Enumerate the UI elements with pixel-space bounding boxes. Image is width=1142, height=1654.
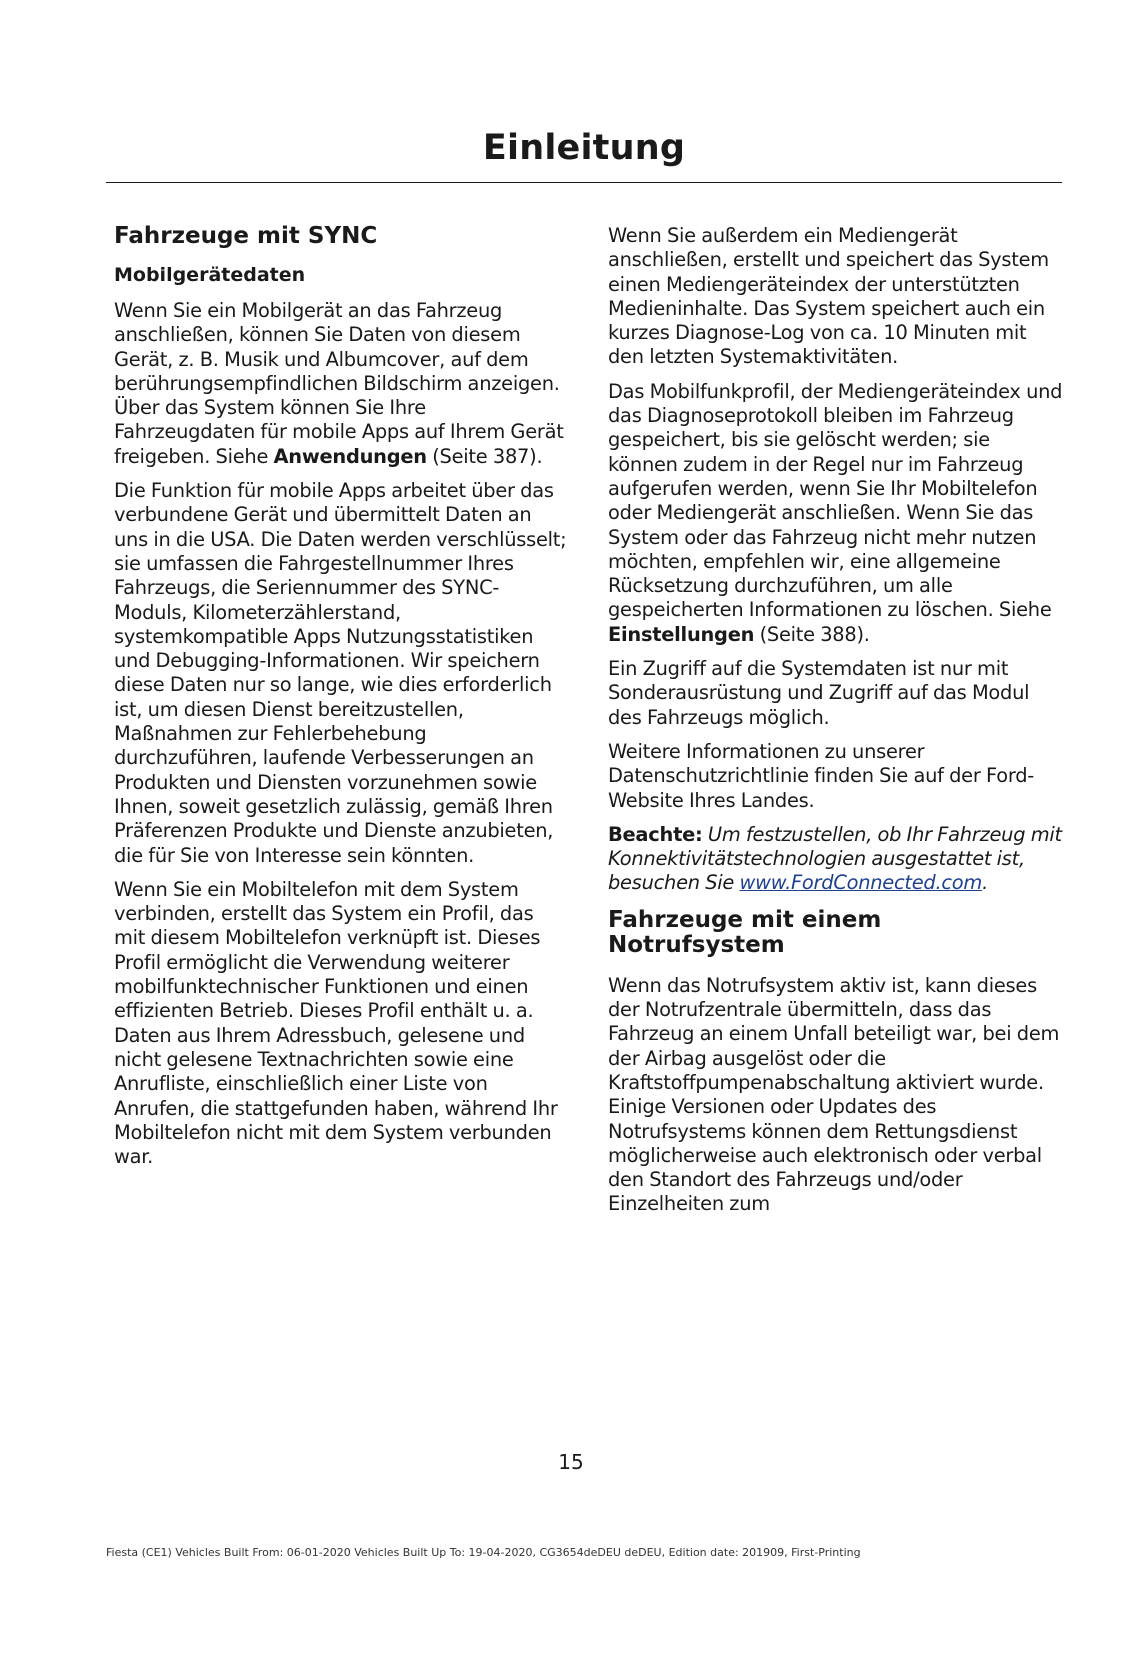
paragraph-system-access: Ein Zugriff auf die Systemdaten ist nur mit Sonderausrüstung und Zugriff auf das Modul des Fahrzeugs möglich. [608,657,1030,729]
fordconnected-link[interactable]: www.FordConnected.com [739,871,983,895]
section-heading-sync: Fahrzeuge mit SYNC [114,223,378,249]
page-header [106,118,1062,183]
subheading-mobile-device-data: Mobilgerätedaten [114,264,306,286]
paragraph-emergency-system: Wenn das Notrufsystem aktiv ist, kann dieses der Notrufzentrale übermitteln, dass das Fahrzeug an einem Unfall beteiligt war, bei dem der Airbag ausgelöst oder die Kraftstoffpumpenabschaltung aktiviert wurde. Einige Versionen oder Updates des Notrufsystems können dem Rettungsdienst möglicherweise auch elektronisch oder verbal den Standort des Fahrzeugs und/oder Einzelheiten zum [608,973,1060,1216]
page-reference: (Seite 388). [754,622,870,646]
page-number: 15 [558,1450,584,1474]
paragraph-mobile-device [114,299,569,469]
paragraph-mobile-apps: Die Funktion für mobile Apps arbeitet über das verbundene Gerät und übermittelt Daten an uns in die USA. Die Daten werden verschlüsselt; sie umfassen die Fahrgestellnummer Ihres Fahrzeugs, die Seriennummer des SYNC-Moduls, Kilometerzählerstand, systemkompatible Apps Nutzungsstatistiken und Debugging-Informationen. Wir speichern diese Daten nur so lange, wie dies erforderlich ist, um diesen Dienst bereitzustellen, Maßnahmen zur Fehlerbehebung durchzuführen, laufende Verbesserungen an Produkten und Diensten vorzunehmen sowie Ihnen, soweit gesetzlich zulässig, gemäß Ihren Präferenzen Produkte und Dienste anzubieten, die für Sie von Interesse sein könnten. [114,479,567,867]
footer-edition-info: Fiesta (CE1) Vehicles Built From: 06-01-2020 Vehicles Built Up To: 19-04-2020, CG3654deDEU deDEU, Edition date: 201909, First-Printing [106,1546,861,1559]
paragraph-phone-profile: Wenn Sie ein Mobiltelefon mit dem System verbinden, erstellt das System ein Profil, das mit diesem Mobiltelefon verknüpft ist. Dieses Profil ermöglicht die Verwendung weiterer mobilfunktechnischer Funktionen und einen effizienten Betrieb. Dieses Profil enthält u. a. Daten aus Ihrem Adressbuch, gelesene und nicht gelesene Textnachrichten sowie eine Anrufliste, einschließlich einer Liste von Anrufen, die stattgefunden haben, während Ihr Mobiltelefon nicht mit dem System verbunden war. [114,877,558,1169]
paragraph-media-device: Wenn Sie außerdem ein Mediengerät anschließen, erstellt und speichert das System einen Mediengeräteindex der unterstützten Medieninhalte. Das System speichert auch ein kurzes Diagnose-Log von ca. 10 Minuten mit den letzten Systemaktivitäten. [608,224,1049,369]
right-column [608,224,1063,1227]
paragraph-privacy-policy: Weitere Informationen zu unserer Datenschutzrichtlinie finden Sie auf der Ford-Website Ihres Landes. [608,739,1035,812]
note-label: Beachte: [608,822,703,846]
page-title: Einleitung [482,128,686,168]
left-column [114,224,569,1179]
note-paragraph [608,823,1063,896]
note-end: . [982,871,988,895]
page-reference: (Seite 387). [426,444,543,468]
cross-reference-settings[interactable]: Einstellungen [608,622,755,646]
paragraph-text: Das Mobilfunkprofil, der Mediengeräteindex und das Diagnoseprotokoll bleiben im Fahrzeug gespeichert, bis sie gelöscht werden; sie können zudem in der Regel nur im Fahrzeug aufgerufen werden, wenn Sie Ihr Mobiltelefon oder Mediengerät anschließen. Wenn Sie das System oder das Fahrzeug nicht mehr nutzen möchten, empfehlen wir, eine allgemeine Rücksetzung durchzuführen, um alle gespeicherten Informationen zu löschen. Siehe [608,379,1063,622]
paragraph-profile-storage [608,380,1063,647]
cross-reference-apps[interactable]: Anwendungen [273,444,427,468]
note-text: Um festzustellen, ob Ihr Fahrzeug mit Konnektivitätstechnologien ausgestattet ist, besuchen Sie [608,822,1062,895]
section-heading-emergency: Fahrzeuge mit einem Notrufsystem [608,906,882,958]
paragraph-text: Wenn Sie ein Mobilgerät an das Fahrzeug anschließen, können Sie Daten von diesem Gerät, z. B. Musik und Albumcover, auf dem berührungsempfindlichen Bildschirm anzeigen. Über das System können Sie Ihre Fahrzeugdaten für mobile Apps auf Ihrem Gerät freigeben. Siehe [114,299,564,468]
